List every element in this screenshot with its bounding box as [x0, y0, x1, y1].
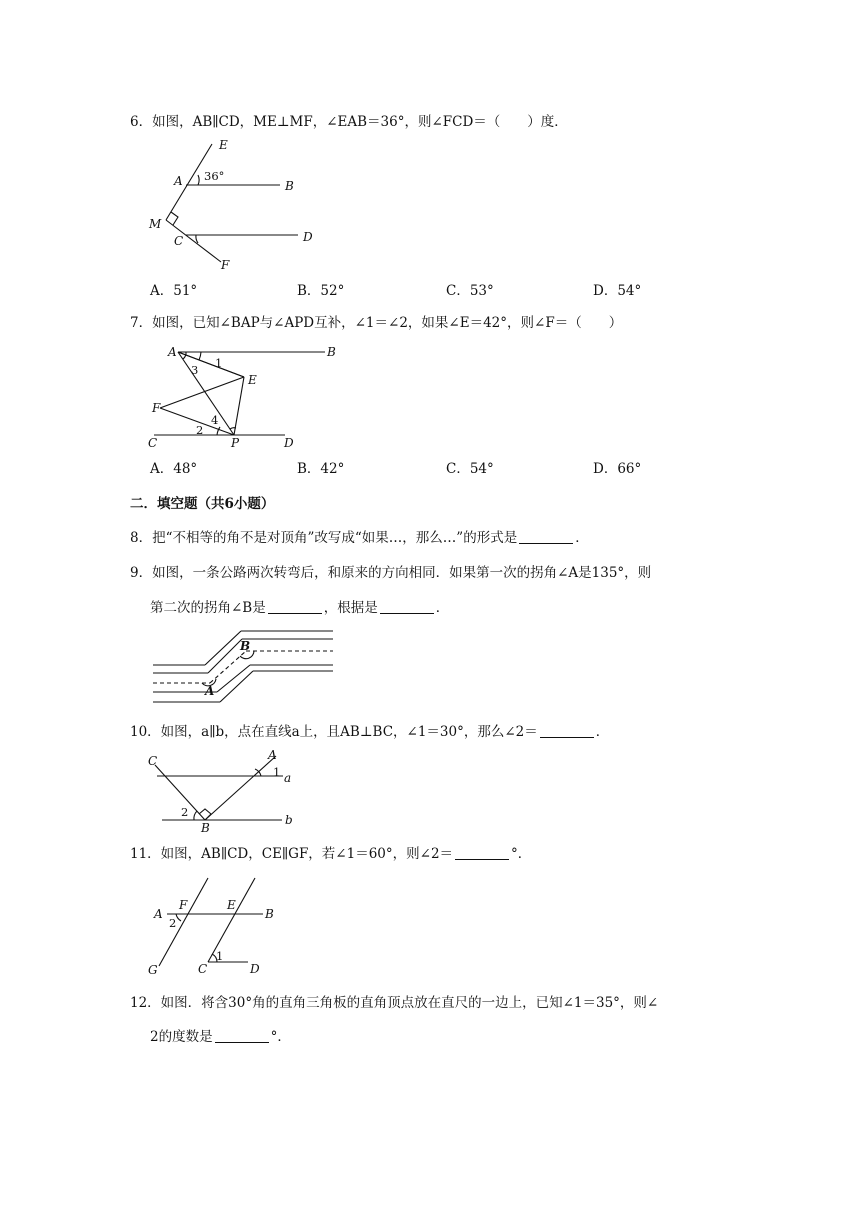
q7-label-e: E	[248, 373, 257, 387]
question-10-figure	[140, 745, 310, 835]
q11-pre: 11．如图，AB∥CD，CE∥GF，若∠1＝60°，则∠2＝	[130, 846, 454, 862]
q11-label-f: F	[179, 898, 188, 912]
q8-answer-blank[interactable]	[519, 529, 573, 544]
q10-label-b: B	[201, 821, 210, 835]
q12-line2-post: °．	[270, 1029, 291, 1045]
q9-label-a: A	[205, 684, 215, 698]
q11-label-b: B	[265, 907, 274, 921]
q9-label-b: B	[240, 639, 251, 653]
q6-label-b: B	[285, 179, 294, 193]
q7-option-d[interactable]: D．66°	[593, 461, 642, 477]
q7-label-p: P	[231, 436, 240, 450]
q6-label-e: E	[219, 138, 228, 152]
q8-pre: 8．把“不相等的角不是对顶角”改写成“如果…，那么…”的形式是	[130, 530, 518, 546]
question-10-text	[130, 722, 609, 742]
q7-option-a[interactable]: A．48°	[150, 461, 198, 477]
q7-label-c: C	[148, 436, 158, 450]
q7-option-c[interactable]: C．54°	[446, 461, 494, 477]
q6-label-f: F	[221, 258, 230, 272]
q10-label-b-line: b	[285, 813, 293, 827]
q10-post: ．	[595, 724, 610, 740]
q11-label-d: D	[250, 962, 260, 976]
q9-answer-blank-1[interactable]	[268, 599, 322, 614]
q9-line2-mid: ，根据是	[323, 600, 378, 616]
question-12-line2	[150, 1027, 291, 1047]
q10-answer-blank[interactable]	[540, 723, 594, 738]
q9-answer-blank-2[interactable]	[380, 599, 434, 614]
q7-label-2: 2	[196, 423, 204, 437]
q11-label-g: G	[148, 963, 158, 977]
q7-label-4: 4	[211, 413, 219, 427]
q7-label-f: F	[152, 401, 161, 415]
q10-label-c: C	[148, 754, 158, 768]
q7-option-b[interactable]: B．42°	[297, 461, 345, 477]
q10-label-a-line: a	[284, 771, 292, 785]
q10-label-2: 2	[181, 805, 189, 819]
q12-line2-pre: 2的度数是	[150, 1029, 213, 1045]
q10-label-1: 1	[273, 765, 281, 779]
q6-option-a[interactable]: A．51°	[150, 283, 198, 299]
q7-label-b: B	[327, 345, 336, 359]
q6-option-c[interactable]: C．53°	[446, 283, 494, 299]
q12-answer-blank[interactable]	[215, 1028, 269, 1043]
q7-label-1: 1	[215, 356, 223, 370]
question-9-line2	[150, 598, 449, 618]
q8-post: ．	[575, 530, 589, 546]
question-11-text	[130, 844, 531, 864]
q7-label-a: A	[168, 345, 177, 359]
q9-line2-pre: 第二次的拐角∠B是	[150, 600, 266, 616]
q9-line2-post: ．	[435, 600, 450, 616]
q7-label-d: D	[284, 436, 294, 450]
question-11-figure	[145, 870, 295, 980]
q6-label-d: D	[303, 230, 313, 244]
q11-label-1: 1	[216, 949, 224, 963]
q11-label-2: 2	[169, 916, 177, 930]
q10-label-a: A	[268, 748, 277, 762]
question-6-figure	[140, 135, 340, 275]
q11-answer-blank[interactable]	[455, 845, 509, 860]
question-6-text: 6．如图，AB∥CD，ME⊥MF，∠EAB＝36°，则∠FCD＝（ ）度．	[130, 114, 568, 130]
question-9-line1: 9．如图，一条公路两次转弯后，和原来的方向相同．如果第一次的拐角∠A是135°，则	[130, 565, 652, 581]
q6-label-c: C	[174, 234, 184, 248]
section-title-fill-blank: 二．填空题（共6小题）	[130, 496, 275, 512]
question-7-text: 7．如图，已知∠BAP与∠APD互补，∠1＝∠2，如果∠E＝42°，则∠F＝（ ）	[130, 315, 623, 331]
q6-label-m: M	[149, 217, 162, 231]
question-7-figure	[140, 340, 340, 450]
question-8-text	[130, 528, 589, 548]
q7-label-3: 3	[191, 363, 199, 377]
q6-label-angle: 36°	[204, 169, 225, 183]
q11-label-e: E	[227, 898, 236, 912]
q6-label-a: A	[174, 174, 183, 188]
q11-post: °．	[511, 846, 532, 862]
q6-option-b[interactable]: B．52°	[297, 283, 345, 299]
q11-label-c: C	[198, 962, 208, 976]
question-9-figure	[150, 625, 340, 710]
q6-option-d[interactable]: D．54°	[593, 283, 642, 299]
question-12-line1: 12．如图．将含30°角的直角三角板的直角顶点放在直尺的一边上，已知∠1＝35°，则∠	[130, 995, 659, 1011]
q11-label-a: A	[154, 907, 163, 921]
q10-pre: 10．如图，a∥b，点在直线a上，且AB⊥BC，∠1＝30°，那么∠2＝	[130, 724, 538, 740]
